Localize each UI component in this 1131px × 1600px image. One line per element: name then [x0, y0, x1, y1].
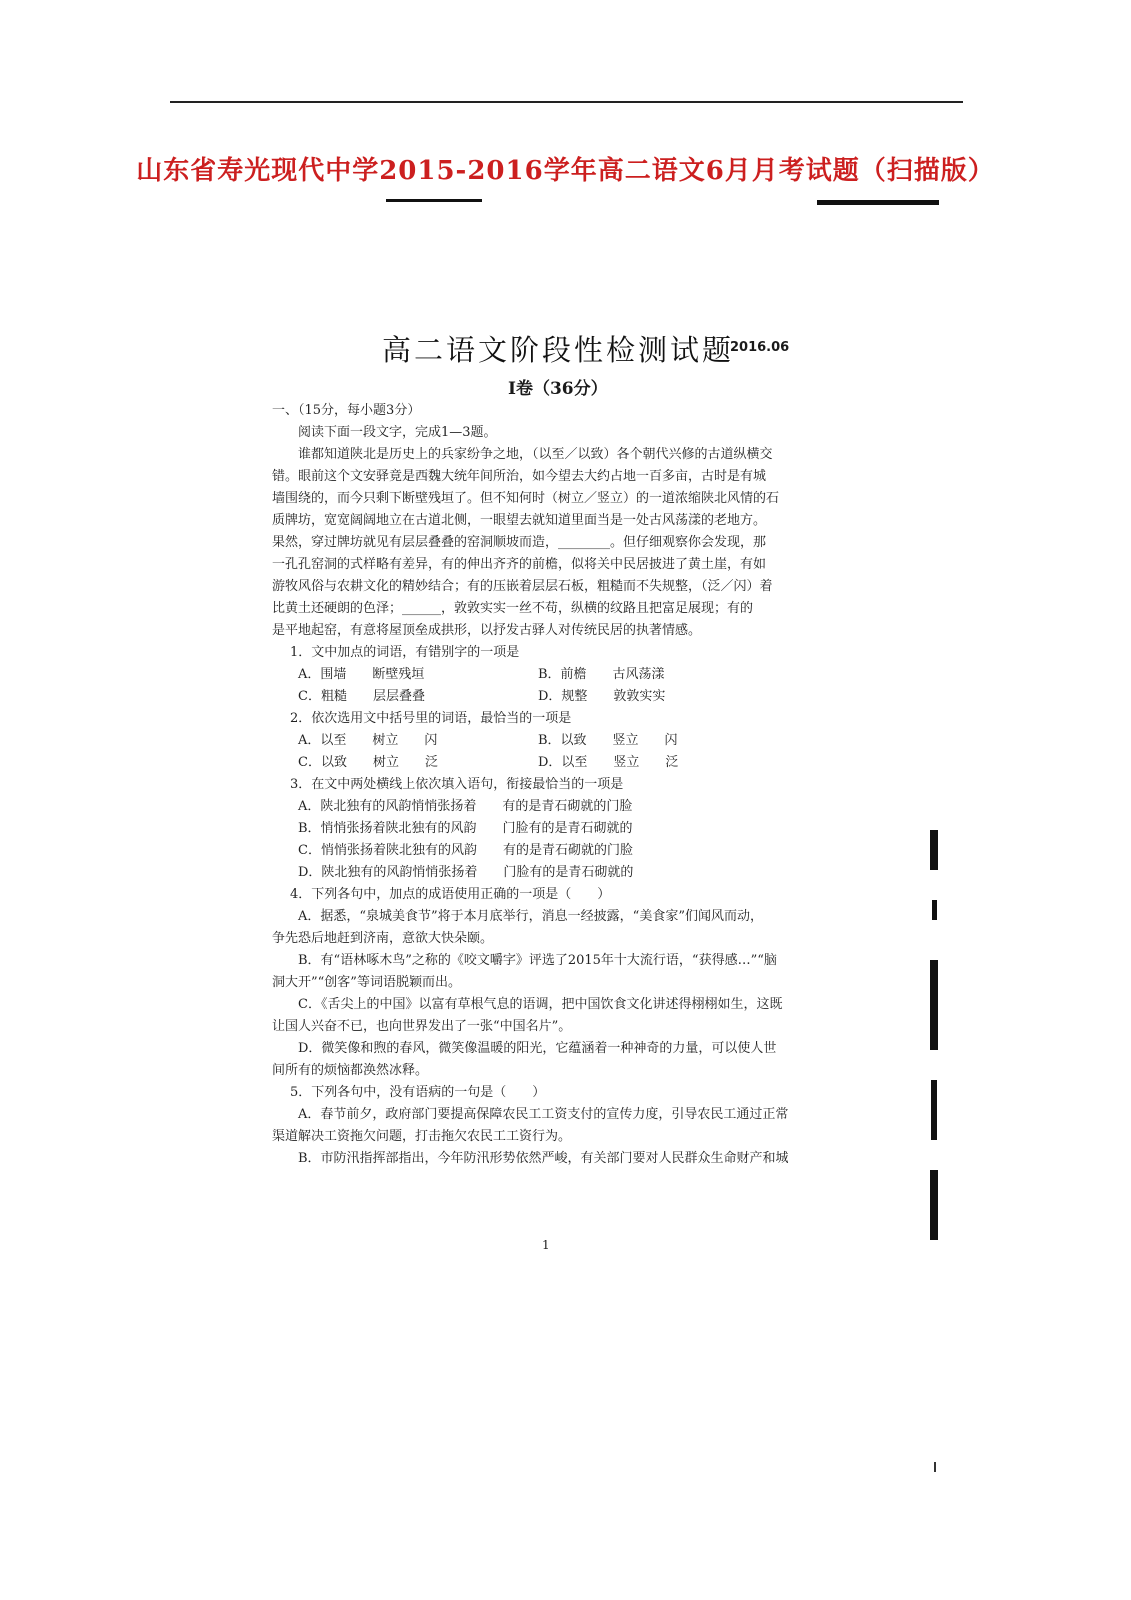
option-text: 争先恐后地赶到济南，意欲大快朵颐。: [272, 931, 494, 946]
option: D．陕北独有的风韵悄悄张扬着 门脸有的是青石砌就的: [298, 865, 634, 880]
option: A．围墙 断壁残垣: [298, 667, 425, 682]
scanned-exam-page: [272, 320, 892, 1280]
header-rule: [170, 101, 963, 103]
scan-edge-mark: [930, 830, 938, 870]
passage-line: 错。眼前这个文安驿竟是西魏大统年间所治，如今望去大约占地一百多亩，古时是有城: [272, 469, 767, 484]
option-text: 间所有的烦恼都涣然冰释。: [272, 1063, 429, 1078]
question-stem: 1．文中加点的词语，有错别字的一项是: [290, 645, 520, 660]
option: C．粗糙 层层叠叠: [298, 689, 425, 704]
scan-edge-mark: [932, 900, 937, 920]
exam-subtitle: Ⅰ卷（36分）: [508, 379, 608, 399]
option: A．以至 树立 闪: [298, 733, 438, 748]
scan-edge-mark: [930, 960, 938, 1050]
scan-line-left: [386, 199, 482, 202]
option-text: B．有“语林啄木鸟”之称的《咬文嚼字》评选了2015年十大流行语，“获得感…”“脑: [298, 953, 777, 968]
option: A．陕北独有的风韵悄悄张扬着 有的是青石砌就的门脸: [298, 799, 633, 814]
exam-body: [272, 400, 872, 1170]
passage-line: 是平地起窑，有意将屋顶垒成拱形，以抒发古驿人对传统民居的执著情感。: [272, 623, 702, 638]
scan-edge-mark: [931, 1080, 937, 1140]
scan-line-right: [817, 200, 939, 205]
section-header: 一、（15分，每小题3分）: [272, 403, 421, 418]
exam-title: 高二语文阶段性检测试题: [382, 333, 735, 367]
option-row: [272, 730, 872, 752]
option-text: 渠道解决工资拖欠问题，打击拖欠农民工工资行为。: [272, 1129, 572, 1144]
option: C．以致 树立 泛: [298, 755, 438, 770]
question-stem: 2．依次选用文中括号里的词语，最恰当的一项是: [290, 711, 572, 726]
option-text: A．春节前夕，政府部门要提高保障农民工工资支付的宣传力度，引导农民工通过正常: [298, 1107, 789, 1122]
option-text: D．微笑像和煦的春风，微笑像温暖的阳光，它蕴涵着一种神奇的力量，可以使人世: [298, 1041, 777, 1056]
option: D．规整 敦敦实实: [538, 689, 666, 704]
scan-edge-mark: [930, 1170, 938, 1240]
option-text: A．据悉，“泉城美食节”将于本月底举行，消息一经披露，“美食家”们闻风而动，: [298, 909, 763, 924]
option: B．前檐 古风荡漾: [538, 667, 665, 682]
option-text: C．《舌尖上的中国》以富有草根气息的语调，把中国饮食文化讲述得栩栩如生，这既: [298, 997, 783, 1012]
exam-date: 2016.06: [730, 340, 790, 355]
page-corner-mark: [934, 1462, 936, 1472]
option: C．悄悄张扬着陕北独有的风韵 有的是青石砌就的门脸: [298, 843, 633, 858]
instruction: 阅读下面一段文字，完成1—3题。: [298, 425, 497, 440]
passage-line: 质牌坊，宽宽阔阔地立在古道北侧，一眼望去就知道里面当是一处古风荡漾的老地方。: [272, 513, 767, 528]
passage-line: 墙围绕的，而今只剩下断壁残垣了。但不知何时（树立／竖立）的一道浓缩陕北风情的石: [272, 491, 780, 506]
question-stem: 3．在文中两处横线上依次填入语句，衔接最恰当的一项是: [290, 777, 624, 792]
question-stem: 5．下列各句中，没有语病的一句是（ ）: [290, 1085, 546, 1100]
option-row: [272, 752, 872, 774]
option-row: [272, 664, 872, 686]
option-text: 让国人兴奋不已，也向世界发出了一张“中国名片”。: [272, 1019, 572, 1034]
option: D．以至 竖立 泛: [538, 755, 679, 770]
passage-line: 一孔孔窑洞的式样略有差异，有的伸出齐齐的前檐，似将关中民居披进了黄土崖，有如: [272, 557, 767, 572]
option-text: B．市防汛指挥部指出，今年防汛形势依然严峻，有关部门要对人民群众生命财产和城: [298, 1151, 789, 1166]
document-banner-title: 山东省寿光现代中学2015-2016学年高二语文6月月考试题（扫描版）: [136, 156, 995, 186]
passage-line: 游牧风俗与农耕文化的精妙结合；有的压嵌着层层石板，粗糙而不失规整，（泛／闪）着: [272, 579, 773, 594]
option-text: 洞大开”“创客”等词语脱颖而出。: [272, 975, 461, 990]
scan-page-number: 1: [542, 1238, 550, 1252]
question-stem: 4．下列各句中，加点的成语使用正确的一项是（ ）: [290, 887, 611, 902]
option: B．以致 竖立 闪: [538, 733, 678, 748]
option-row: [272, 686, 872, 708]
passage-line: 比黄土还硬朗的色泽；______，敦敦实实一丝不苟，纵横的纹路且把富足展现；有的: [272, 601, 754, 616]
option: B．悄悄张扬着陕北独有的风韵 门脸有的是青石砌就的: [298, 821, 633, 836]
passage-line: 谁都知道陕北是历史上的兵家纷争之地，（以至／以致）各个朝代兴修的古道纵横交: [298, 447, 773, 462]
passage-line: 果然，穿过牌坊就见有层层叠叠的窑洞顺坡而造，________。但仔细观察你会发现，那: [272, 535, 767, 550]
